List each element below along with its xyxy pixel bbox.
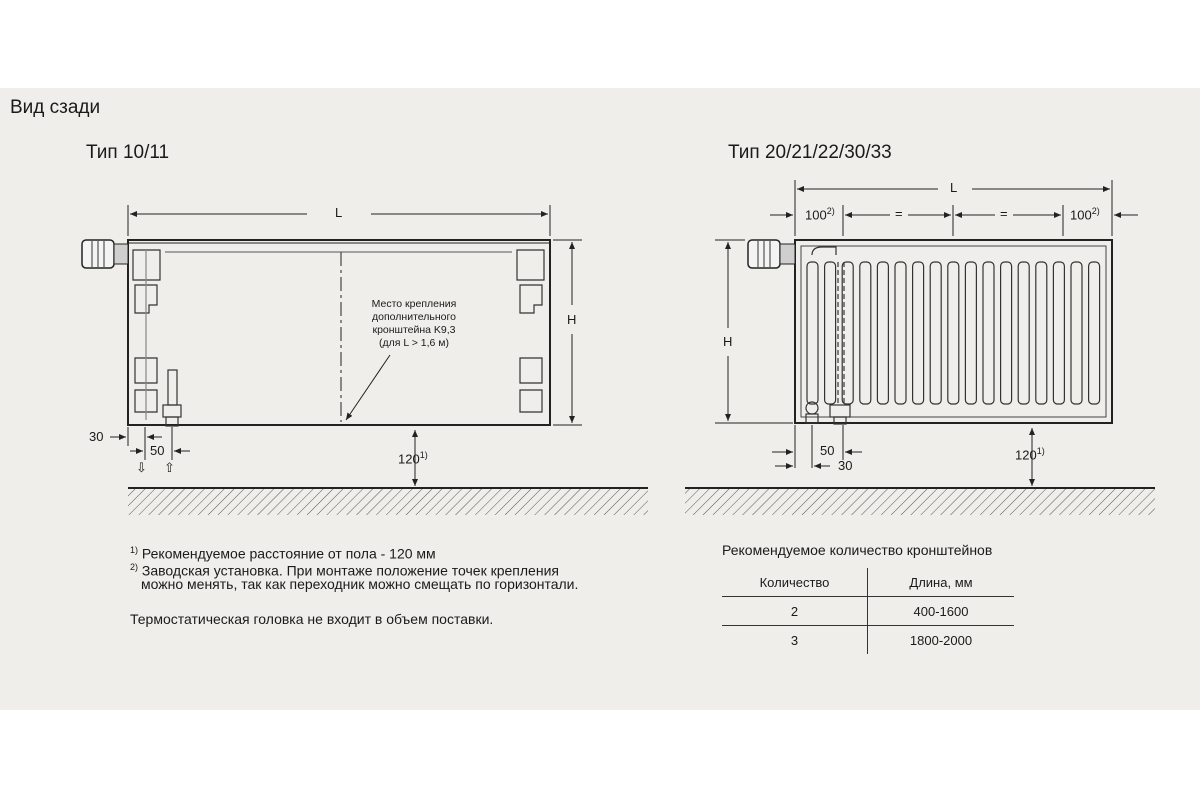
right-type-label: Тип 20/21/22/30/33 xyxy=(728,142,892,163)
left-type-label: Тип 10/11 xyxy=(86,142,170,163)
left-thermostat-head xyxy=(82,240,128,268)
table-cell-qty: 2 xyxy=(722,597,868,626)
left-bracket-right xyxy=(517,250,544,412)
left-bottom-valve xyxy=(163,370,181,426)
left-dim-120: 120$^{1)}$ xyxy=(398,450,428,467)
radiator-fin xyxy=(807,262,818,404)
arrow-down-icon: ⇩ xyxy=(136,460,147,475)
left-dim-30: 30 xyxy=(89,429,104,444)
table-header-row xyxy=(722,568,1014,597)
table-header-qty: Количество xyxy=(722,568,868,597)
right-dim-length: L xyxy=(950,180,958,195)
footnote-1: $^{1)}$ Рекомендуемое расстояние от пола - 120 мм xyxy=(130,545,436,562)
radiator-fin xyxy=(1071,262,1082,404)
radiator-fin xyxy=(895,262,906,404)
right-thermostat-head xyxy=(748,240,795,268)
left-dim-50: 50 xyxy=(150,443,165,458)
right-dim-50: 50 xyxy=(820,443,835,458)
right-internal-pipe xyxy=(806,247,850,424)
radiator-fin xyxy=(913,262,924,404)
table-row xyxy=(722,626,1014,655)
radiator-fin xyxy=(965,262,976,404)
bracket-table xyxy=(722,568,1014,654)
right-radiator-fins xyxy=(807,262,1100,404)
right-equal-sign-2: = xyxy=(1000,206,1008,221)
right-equal-sign-1: = xyxy=(895,206,903,221)
radiator-fin xyxy=(1018,262,1029,404)
callout-line: кронштейна K9,3 xyxy=(372,324,456,336)
bracket-callout xyxy=(364,298,464,350)
radiator-fin xyxy=(877,262,888,404)
table-cell-length: 400-1600 xyxy=(868,597,1015,626)
right-dim-100-left: 100$^{2)}$ xyxy=(805,206,835,223)
bracket-table-title: Рекомендуемое количество кронштейнов xyxy=(722,542,993,558)
right-dim-30: 30 xyxy=(838,458,853,473)
radiator-fin xyxy=(1001,262,1012,404)
table-cell-length: 1800-2000 xyxy=(909,632,973,648)
callout-line: дополнительного xyxy=(372,311,456,323)
arrow-up-icon: ⇧ xyxy=(164,460,175,475)
callout-line: (для L > 1,6 м) xyxy=(379,337,449,349)
table-cell-qty: 3 xyxy=(722,626,868,655)
right-floor-hatch xyxy=(685,489,1155,515)
radiator-fin xyxy=(860,262,871,404)
left-bracket-left xyxy=(133,250,160,420)
left-radiator-body xyxy=(128,240,550,425)
radiator-fin xyxy=(930,262,941,404)
radiator-fin xyxy=(825,262,836,404)
callout-line: Место крепления xyxy=(371,298,457,310)
view-title: Вид сзади xyxy=(10,97,101,118)
delivery-note: Термостатическая головка не входит в объем поставки. xyxy=(130,611,494,627)
radiator-fin xyxy=(983,262,994,404)
right-dim-height: H xyxy=(723,334,733,349)
right-dim-100-right: 100$^{2)}$ xyxy=(1070,206,1100,223)
radiator-fin xyxy=(1053,262,1064,404)
right-radiator-drawing xyxy=(685,180,1155,515)
radiator-fin xyxy=(1089,262,1100,404)
table-header-length: Длина, мм xyxy=(868,568,1015,597)
left-dim-height: H xyxy=(567,312,577,327)
table-row xyxy=(722,597,1014,626)
footnote-2-continued: можно менять, так как переходник можно смещать по горизонтали. xyxy=(141,576,579,592)
left-dim-length: L xyxy=(335,205,343,220)
footnote-2: $^{2)}$ Заводская установка. При монтаже положение точек крепления xyxy=(130,562,559,579)
radiator-fin xyxy=(1036,262,1047,404)
radiator-fin xyxy=(948,262,959,404)
left-floor-hatch xyxy=(128,489,648,515)
right-dim-120: 120$^{1)}$ xyxy=(1015,446,1045,463)
